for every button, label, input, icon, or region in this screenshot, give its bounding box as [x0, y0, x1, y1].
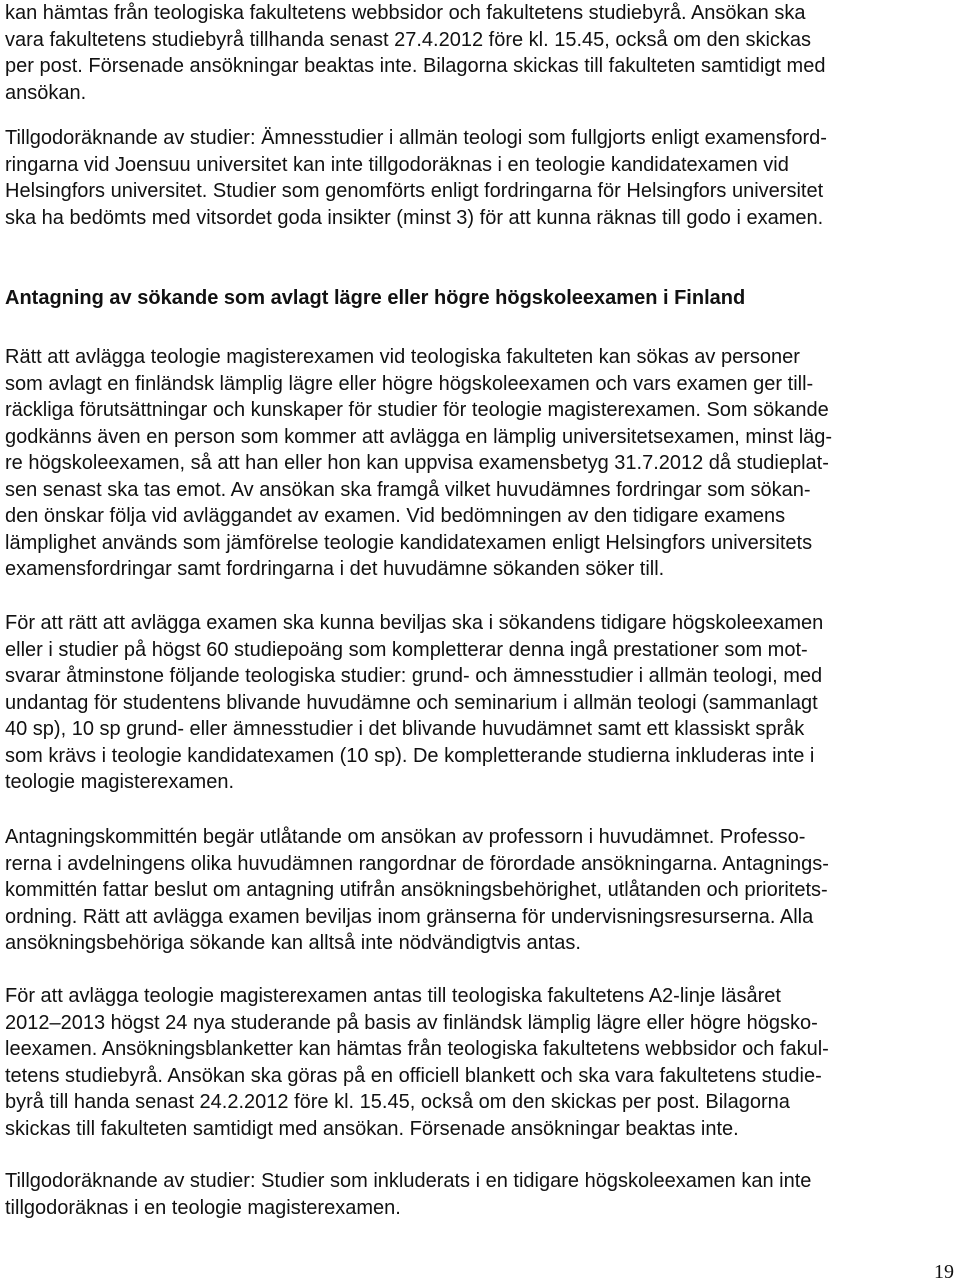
page-number: 19 — [934, 1261, 954, 1283]
requirements-paragraph — [5, 610, 823, 796]
text-line: undantag för studentens blivande huvudämne och seminarium i allmän teologi (sammanlagt — [5, 691, 818, 714]
text-line: rerna i avdelningens olika huvudämnen rangordnar de förordade ansökningarna. Antagnings- — [5, 852, 829, 875]
committee-paragraph — [5, 824, 829, 957]
text-line: Tillgodoräknande av studier: Studier som inkluderats i en tidigare högskoleexamen kan inte — [5, 1170, 812, 1192]
credit-transfer-paragraph — [5, 125, 827, 231]
text-line: ska ha bedömts med vitsordet goda insikter (minst 3) för att kunna räknas till godo i examen. — [5, 206, 824, 229]
text-line: Tillgodoräknande av studier: Ämnesstudier i allmän teologi som fullgjorts enligt examensford- — [5, 127, 827, 149]
text-line: eller i studier på högst 60 studiepoäng som kompletterar denna ingå prestationer som mot- — [5, 638, 808, 661]
text-line: byrå till handa senast 24.2.2012 före kl. 15.45, också om den skickas per post. Bilagorna — [5, 1091, 790, 1113]
text-line: ansökan. — [5, 81, 87, 104]
text-line: som avlagt en finländsk lämplig lägre eller högre högskoleexamen och vars examen ger till- — [5, 372, 814, 395]
text-line: examensfordringar samt fordringarna i det huvudämne sökanden söker till. — [5, 558, 665, 580]
eligibility-paragraph — [5, 344, 832, 583]
text-line: den önskar följa vid avläggandet av examen. Vid bedömningen av den tidigare examens — [5, 505, 786, 527]
text-line: som krävs i teologie kandidatexamen (10 sp). De kompletterande studierna inkluderas inte i — [5, 744, 815, 767]
text-line: För att rätt att avlägga examen ska kunna beviljas ska i sökandens tidigare högskoleexamen — [5, 612, 824, 634]
text-line: ordning. Rätt att avlägga examen beviljas inom gränserna för undervisningsresurserna. Alla — [5, 905, 814, 928]
text-line: 2012–2013 högst 24 nya studerande på basis av finländsk lämplig lägre eller högre högsko- — [5, 1011, 818, 1034]
text-line: lämplighet används som jämförelse teologie kandidatexamen enligt Helsingfors universitets — [5, 531, 813, 554]
text-line: För att avlägga teologie magisterexamen antas till teologiska fakultetens A2-linje läsåret — [5, 985, 781, 1007]
text-line: re högskoleexamen, så att han eller hon kan uppvisa examensbetyg 31.7.2012 då studieplat- — [5, 452, 829, 474]
admission-paragraph — [5, 983, 829, 1142]
section-heading — [5, 285, 745, 312]
text-line: per post. Försenade ansökningar beaktas inte. Bilagorna skickas till fakulteten samtidigt med — [5, 55, 826, 77]
text-line: tillgodoräknas i en teologie magisterexamen. — [5, 1196, 401, 1219]
text-line: Helsingfors universitet. Studier som genomförts enligt fordringarna för Helsingfors universitet — [5, 180, 824, 202]
text-line: svarar åtminstone följande teologiska studier: grund- och ämnesstudier i allmän teologi, med — [5, 665, 823, 687]
text-line: leexamen. Ansökningsblanketter kan hämtas från teologiska fakultetens webbsidor och fakul- — [5, 1038, 829, 1060]
text-line: kommittén fattar beslut om antagning utifrån ansökningsbehörighet, utlåtanden och prioritets- — [5, 879, 828, 901]
intro-paragraph — [5, 0, 825, 106]
text-line: teologie magisterexamen. — [5, 771, 235, 793]
text-line: sen senast ska tas emot. Av ansökan ska framgå vilket huvudämnes fordringar som sökan- — [5, 478, 811, 501]
text-line: ansökningsbehöriga sökande kan alltså inte nödvändigtvis antas. — [5, 932, 581, 954]
text-line: Antagningskommittén begär utlåtande om ansökan av professorn i huvudämnet. Professo- — [5, 826, 806, 848]
text-line: räckliga förutsättningar och kunskaper för studier för teologie magisterexamen. Som sökande — [5, 399, 829, 421]
text-line: ringarna vid Joensuu universitet kan inte tillgodoräknas i en teologie kandidatexamen vid — [5, 153, 789, 176]
text-line: vara fakultetens studiebyrå tillhanda senast 27.4.2012 före kl. 15.45, också om den skickas — [5, 28, 812, 51]
heading-text: Antagning av sökande som avlagt lägre eller högre högskoleexamen i Finland — [5, 287, 746, 309]
credit-transfer-paragraph-2 — [5, 1168, 811, 1221]
text-line: kan hämtas från teologiska fakultetens webbsidor och fakultetens studiebyrå. Ansökan ska — [5, 2, 806, 24]
text-line: skickas till fakulteten samtidigt med ansökan. Försenade ansökningar beaktas inte. — [5, 1117, 739, 1140]
text-line: Rätt att avlägga teologie magisterexamen vid teologiska fakulteten kan sökas av personer — [5, 346, 800, 368]
text-line: 40 sp), 10 sp grund- eller ämnesstudier i det blivande huvudämnet samt ett klassiskt språk — [5, 718, 805, 740]
text-line: godkänns även en person som kommer att avlägga en lämplig universitetsexamen, minst läg- — [5, 425, 833, 448]
text-line: tetens studiebyrå. Ansökan ska göras på en officiell blankett och ska vara fakultetens studie- — [5, 1064, 822, 1087]
